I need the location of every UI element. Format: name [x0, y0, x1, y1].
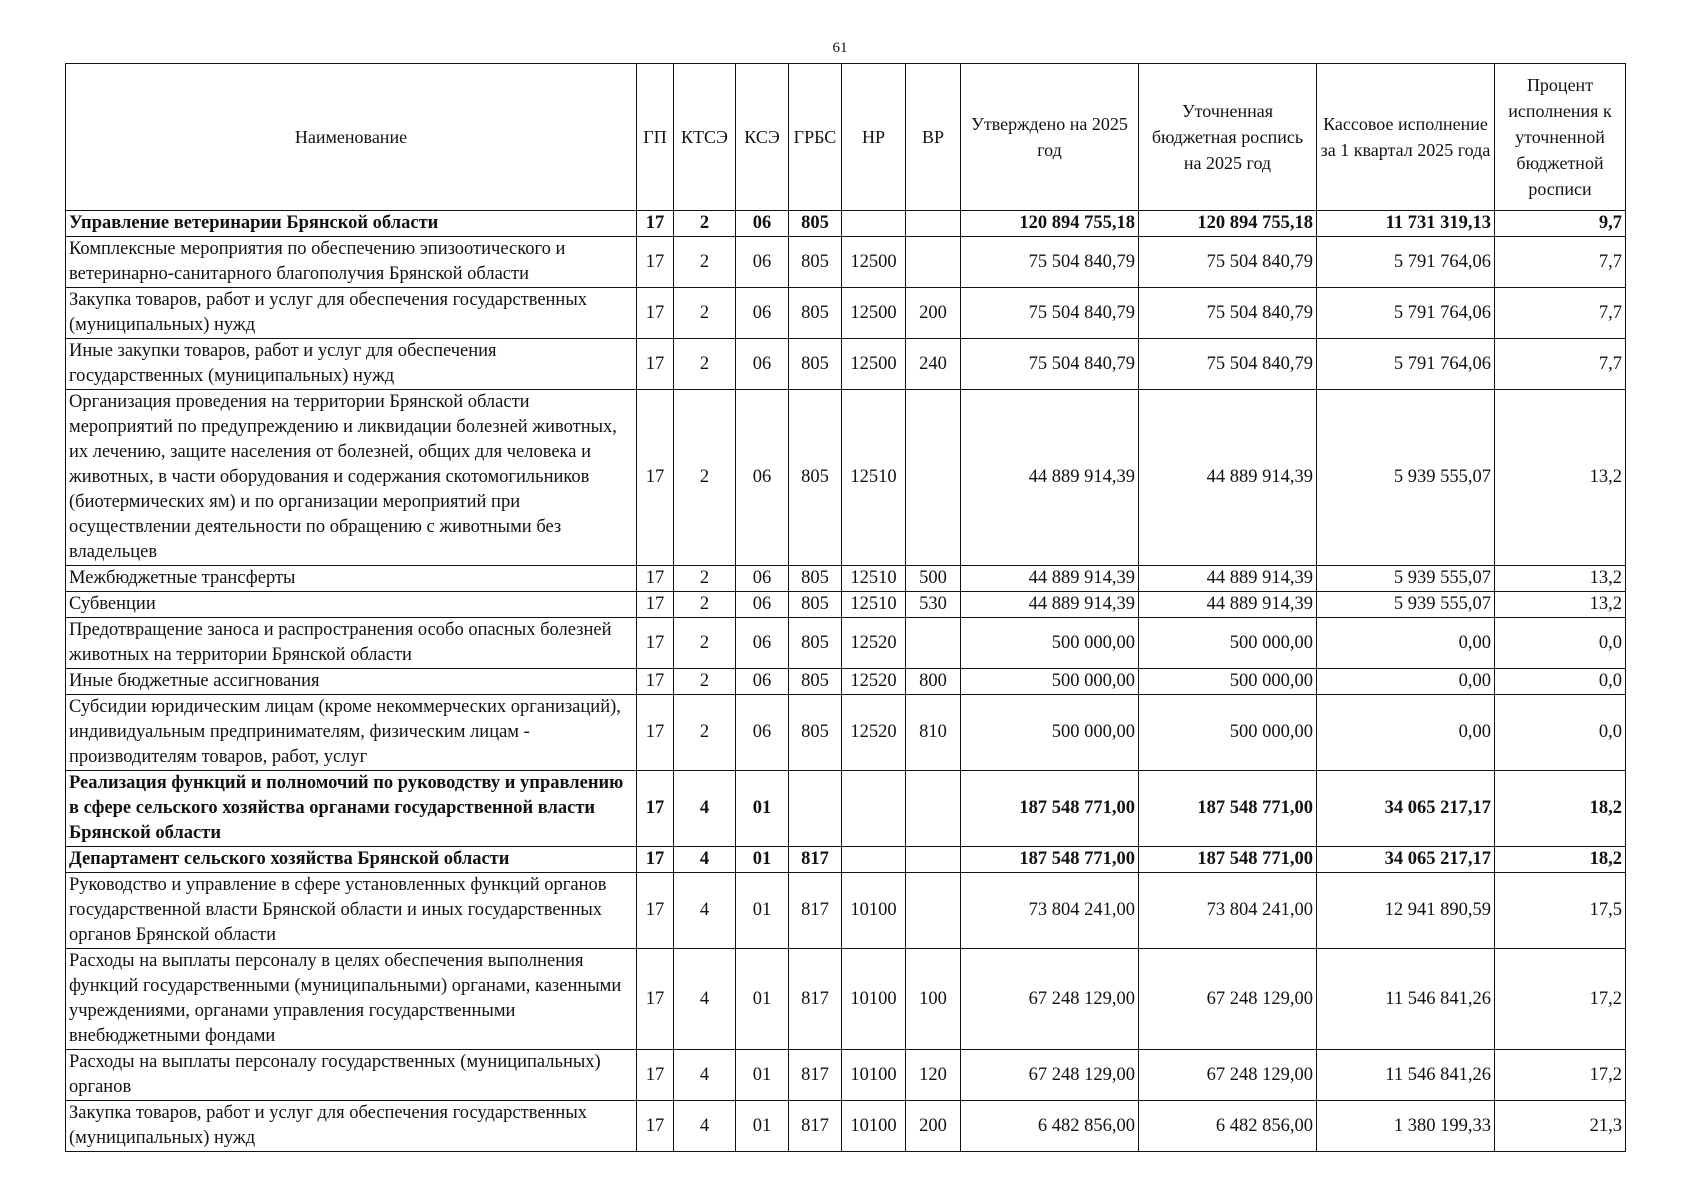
row-refined: 67 248 129,00: [1139, 949, 1317, 1050]
row-cash: 11 731 319,13: [1317, 211, 1495, 237]
row-vr: 530: [906, 592, 961, 618]
row-cash: 5 791 764,06: [1317, 288, 1495, 339]
row-gp: 17: [637, 847, 674, 873]
row-gp: 17: [637, 695, 674, 771]
row-approved: 67 248 129,00: [961, 949, 1139, 1050]
row-nr: 12510: [842, 566, 906, 592]
row-grbs: [789, 771, 842, 847]
row-percent: 7,7: [1495, 288, 1626, 339]
row-nr: 12520: [842, 618, 906, 669]
row-approved: 500 000,00: [961, 695, 1139, 771]
table-row: [66, 339, 1626, 390]
row-nr: 10100: [842, 1101, 906, 1152]
row-vr: [906, 847, 961, 873]
row-grbs: 805: [789, 618, 842, 669]
row-refined: 44 889 914,39: [1139, 390, 1317, 566]
row-percent: 0,0: [1495, 695, 1626, 771]
row-vr: [906, 873, 961, 949]
row-grbs: 817: [789, 1101, 842, 1152]
row-nr: 12520: [842, 695, 906, 771]
header-approved: Утверждено на 2025 год: [961, 64, 1139, 211]
row-nr: 12510: [842, 592, 906, 618]
row-ktse: 2: [674, 237, 736, 288]
row-gp: 17: [637, 339, 674, 390]
header-refined: Уточненная бюджетная роспись на 2025 год: [1139, 64, 1317, 211]
row-nr: [842, 211, 906, 237]
row-ktse: 2: [674, 695, 736, 771]
table-row: [66, 211, 1626, 237]
row-gp: 17: [637, 237, 674, 288]
row-approved: 73 804 241,00: [961, 873, 1139, 949]
row-refined: 6 482 856,00: [1139, 1101, 1317, 1152]
row-vr: 810: [906, 695, 961, 771]
row-approved: 500 000,00: [961, 618, 1139, 669]
row-percent: 17,5: [1495, 873, 1626, 949]
header-name: Наименование: [66, 64, 637, 211]
row-name: Расходы на выплаты персоналу в целях обеспечения выполнения функций государственными (муниципальными) органами, казенными учреждениями, органами управления государственными внебюджетными фондами: [66, 949, 637, 1050]
row-grbs: 805: [789, 288, 842, 339]
row-cash: 12 941 890,59: [1317, 873, 1495, 949]
table-row: [66, 237, 1626, 288]
row-vr: 100: [906, 949, 961, 1050]
row-ktse: 4: [674, 873, 736, 949]
table-row: [66, 695, 1626, 771]
row-ktse: 2: [674, 592, 736, 618]
row-grbs: 805: [789, 592, 842, 618]
row-name: Организация проведения на территории Брянской области мероприятий по предупреждению и ликвидации болезней животных, их лечению, защите населения от болезней, общих для человека и животных, в части оборудования и содержания скотомогильников (биотермических ям) и по организации мероприятий при осуществлении деятельности по обращению с животными без владельцев: [66, 390, 637, 566]
table-row: [66, 390, 1626, 566]
row-nr: 12500: [842, 339, 906, 390]
row-grbs: 805: [789, 390, 842, 566]
row-ktse: 2: [674, 288, 736, 339]
row-refined: 187 548 771,00: [1139, 771, 1317, 847]
row-gp: 17: [637, 669, 674, 695]
row-cash: 0,00: [1317, 695, 1495, 771]
row-refined: 500 000,00: [1139, 618, 1317, 669]
row-cash: 5 791 764,06: [1317, 339, 1495, 390]
page-number: 61: [832, 40, 848, 56]
row-name: Управление ветеринарии Брянской области: [66, 211, 637, 237]
header-kse: КСЭ: [736, 64, 789, 211]
row-nr: [842, 771, 906, 847]
row-vr: [906, 211, 961, 237]
row-name: Расходы на выплаты персоналу государственных (муниципальных) органов: [66, 1050, 637, 1101]
row-name: Реализация функций и полномочий по руководству и управлению в сфере сельского хозяйства органами государственной власти Брянской области: [66, 771, 637, 847]
row-kse: 06: [736, 566, 789, 592]
row-ktse: 4: [674, 771, 736, 847]
row-vr: 800: [906, 669, 961, 695]
row-refined: 500 000,00: [1139, 695, 1317, 771]
row-grbs: 817: [789, 873, 842, 949]
row-nr: 12520: [842, 669, 906, 695]
row-approved: 187 548 771,00: [961, 771, 1139, 847]
row-kse: 06: [736, 669, 789, 695]
row-refined: 187 548 771,00: [1139, 847, 1317, 873]
row-ktse: 4: [674, 1101, 736, 1152]
row-vr: [906, 771, 961, 847]
row-vr: 500: [906, 566, 961, 592]
row-percent: 13,2: [1495, 390, 1626, 566]
row-ktse: 2: [674, 669, 736, 695]
header-percent: Процент исполнения к уточненной бюджетной росписи: [1495, 64, 1626, 211]
row-grbs: 805: [789, 695, 842, 771]
row-grbs: 817: [789, 949, 842, 1050]
row-grbs: 805: [789, 339, 842, 390]
header-cash: Кассовое исполнение за 1 квартал 2025 года: [1317, 64, 1495, 211]
row-cash: 11 546 841,26: [1317, 1050, 1495, 1101]
row-refined: 44 889 914,39: [1139, 592, 1317, 618]
header-gp: ГП: [637, 64, 674, 211]
table-row: [66, 1101, 1626, 1152]
table-row: [66, 566, 1626, 592]
row-percent: 0,0: [1495, 669, 1626, 695]
table-row: [66, 847, 1626, 873]
row-percent: 0,0: [1495, 618, 1626, 669]
row-gp: 17: [637, 390, 674, 566]
table-row: [66, 949, 1626, 1050]
budget-table: [65, 63, 1626, 1152]
header-ktse: КТСЭ: [674, 64, 736, 211]
row-kse: 01: [736, 949, 789, 1050]
row-kse: 01: [736, 771, 789, 847]
row-kse: 06: [736, 211, 789, 237]
row-nr: 10100: [842, 873, 906, 949]
table-row: [66, 288, 1626, 339]
row-kse: 06: [736, 237, 789, 288]
row-refined: 44 889 914,39: [1139, 566, 1317, 592]
row-cash: 34 065 217,17: [1317, 847, 1495, 873]
table-header-row: [66, 64, 1626, 211]
row-kse: 06: [736, 618, 789, 669]
row-percent: 13,2: [1495, 566, 1626, 592]
row-nr: 12510: [842, 390, 906, 566]
row-kse: 01: [736, 1050, 789, 1101]
row-ktse: 4: [674, 1050, 736, 1101]
row-name: Комплексные мероприятия по обеспечению эпизоотического и ветеринарно-санитарного благополучия Брянской области: [66, 237, 637, 288]
row-kse: 06: [736, 390, 789, 566]
row-nr: 10100: [842, 1050, 906, 1101]
header-nr: НР: [842, 64, 906, 211]
row-ktse: 2: [674, 339, 736, 390]
row-vr: 200: [906, 288, 961, 339]
row-grbs: 817: [789, 847, 842, 873]
row-name: Межбюджетные трансферты: [66, 566, 637, 592]
row-percent: 13,2: [1495, 592, 1626, 618]
row-gp: 17: [637, 1101, 674, 1152]
row-refined: 75 504 840,79: [1139, 288, 1317, 339]
row-gp: 17: [637, 618, 674, 669]
row-percent: 21,3: [1495, 1101, 1626, 1152]
row-refined: 67 248 129,00: [1139, 1050, 1317, 1101]
row-nr: 12500: [842, 288, 906, 339]
row-vr: [906, 390, 961, 566]
row-cash: 34 065 217,17: [1317, 771, 1495, 847]
table-row: [66, 669, 1626, 695]
table-row: [66, 771, 1626, 847]
row-grbs: 805: [789, 566, 842, 592]
row-percent: 7,7: [1495, 237, 1626, 288]
row-kse: 06: [736, 695, 789, 771]
row-grbs: 805: [789, 669, 842, 695]
row-gp: 17: [637, 211, 674, 237]
row-grbs: 805: [789, 211, 842, 237]
row-refined: 120 894 755,18: [1139, 211, 1317, 237]
row-name: Руководство и управление в сфере установленных функций органов государственной власти Брянской области и иных государственных органов Брянской области: [66, 873, 637, 949]
row-name: Субсидии юридическим лицам (кроме некоммерческих организаций), индивидуальным предпринимателям, физическим лицам - производителям товаров, работ, услуг: [66, 695, 637, 771]
row-kse: 06: [736, 592, 789, 618]
row-refined: 75 504 840,79: [1139, 339, 1317, 390]
table-row: [66, 618, 1626, 669]
row-name: Субвенции: [66, 592, 637, 618]
row-vr: [906, 237, 961, 288]
row-ktse: 4: [674, 949, 736, 1050]
row-nr: [842, 847, 906, 873]
row-approved: 67 248 129,00: [961, 1050, 1139, 1101]
row-approved: 44 889 914,39: [961, 592, 1139, 618]
row-approved: 75 504 840,79: [961, 288, 1139, 339]
row-approved: 187 548 771,00: [961, 847, 1139, 873]
row-cash: 0,00: [1317, 669, 1495, 695]
row-percent: 17,2: [1495, 949, 1626, 1050]
row-grbs: 805: [789, 237, 842, 288]
row-cash: 11 546 841,26: [1317, 949, 1495, 1050]
row-gp: 17: [637, 771, 674, 847]
row-approved: 75 504 840,79: [961, 339, 1139, 390]
row-ktse: 4: [674, 847, 736, 873]
table-row: [66, 592, 1626, 618]
row-name: Закупка товаров, работ и услуг для обеспечения государственных (муниципальных) нужд: [66, 1101, 637, 1152]
row-nr: 10100: [842, 949, 906, 1050]
header-vr: ВР: [906, 64, 961, 211]
row-cash: 1 380 199,33: [1317, 1101, 1495, 1152]
row-ktse: 2: [674, 618, 736, 669]
row-percent: 7,7: [1495, 339, 1626, 390]
row-refined: 73 804 241,00: [1139, 873, 1317, 949]
row-ktse: 2: [674, 211, 736, 237]
row-ktse: 2: [674, 390, 736, 566]
row-grbs: 817: [789, 1050, 842, 1101]
row-nr: 12500: [842, 237, 906, 288]
row-kse: 01: [736, 847, 789, 873]
header-grbs: ГРБС: [789, 64, 842, 211]
row-percent: 9,7: [1495, 211, 1626, 237]
table-row: [66, 1050, 1626, 1101]
row-gp: 17: [637, 1050, 674, 1101]
row-refined: 75 504 840,79: [1139, 237, 1317, 288]
row-cash: 0,00: [1317, 618, 1495, 669]
row-name: Иные бюджетные ассигнования: [66, 669, 637, 695]
row-kse: 01: [736, 1101, 789, 1152]
row-approved: 44 889 914,39: [961, 566, 1139, 592]
row-gp: 17: [637, 873, 674, 949]
row-ktse: 2: [674, 566, 736, 592]
row-approved: 6 482 856,00: [961, 1101, 1139, 1152]
row-gp: 17: [637, 288, 674, 339]
row-cash: 5 939 555,07: [1317, 390, 1495, 566]
row-gp: 17: [637, 566, 674, 592]
row-kse: 06: [736, 288, 789, 339]
table-row: [66, 873, 1626, 949]
row-refined: 500 000,00: [1139, 669, 1317, 695]
row-percent: 18,2: [1495, 847, 1626, 873]
row-approved: 500 000,00: [961, 669, 1139, 695]
row-vr: 200: [906, 1101, 961, 1152]
row-percent: 18,2: [1495, 771, 1626, 847]
row-vr: 120: [906, 1050, 961, 1101]
row-vr: [906, 618, 961, 669]
row-approved: 44 889 914,39: [961, 390, 1139, 566]
row-percent: 17,2: [1495, 1050, 1626, 1101]
row-gp: 17: [637, 949, 674, 1050]
row-cash: 5 791 764,06: [1317, 237, 1495, 288]
row-name: Иные закупки товаров, работ и услуг для обеспечения государственных (муниципальных) нужд: [66, 339, 637, 390]
row-cash: 5 939 555,07: [1317, 566, 1495, 592]
row-cash: 5 939 555,07: [1317, 592, 1495, 618]
row-kse: 06: [736, 339, 789, 390]
row-gp: 17: [637, 592, 674, 618]
row-name: Закупка товаров, работ и услуг для обеспечения государственных (муниципальных) нужд: [66, 288, 637, 339]
row-approved: 120 894 755,18: [961, 211, 1139, 237]
row-name: Департамент сельского хозяйства Брянской области: [66, 847, 637, 873]
row-approved: 75 504 840,79: [961, 237, 1139, 288]
row-name: Предотвращение заноса и распространения особо опасных болезней животных на территории Брянской области: [66, 618, 637, 669]
row-kse: 01: [736, 873, 789, 949]
row-vr: 240: [906, 339, 961, 390]
